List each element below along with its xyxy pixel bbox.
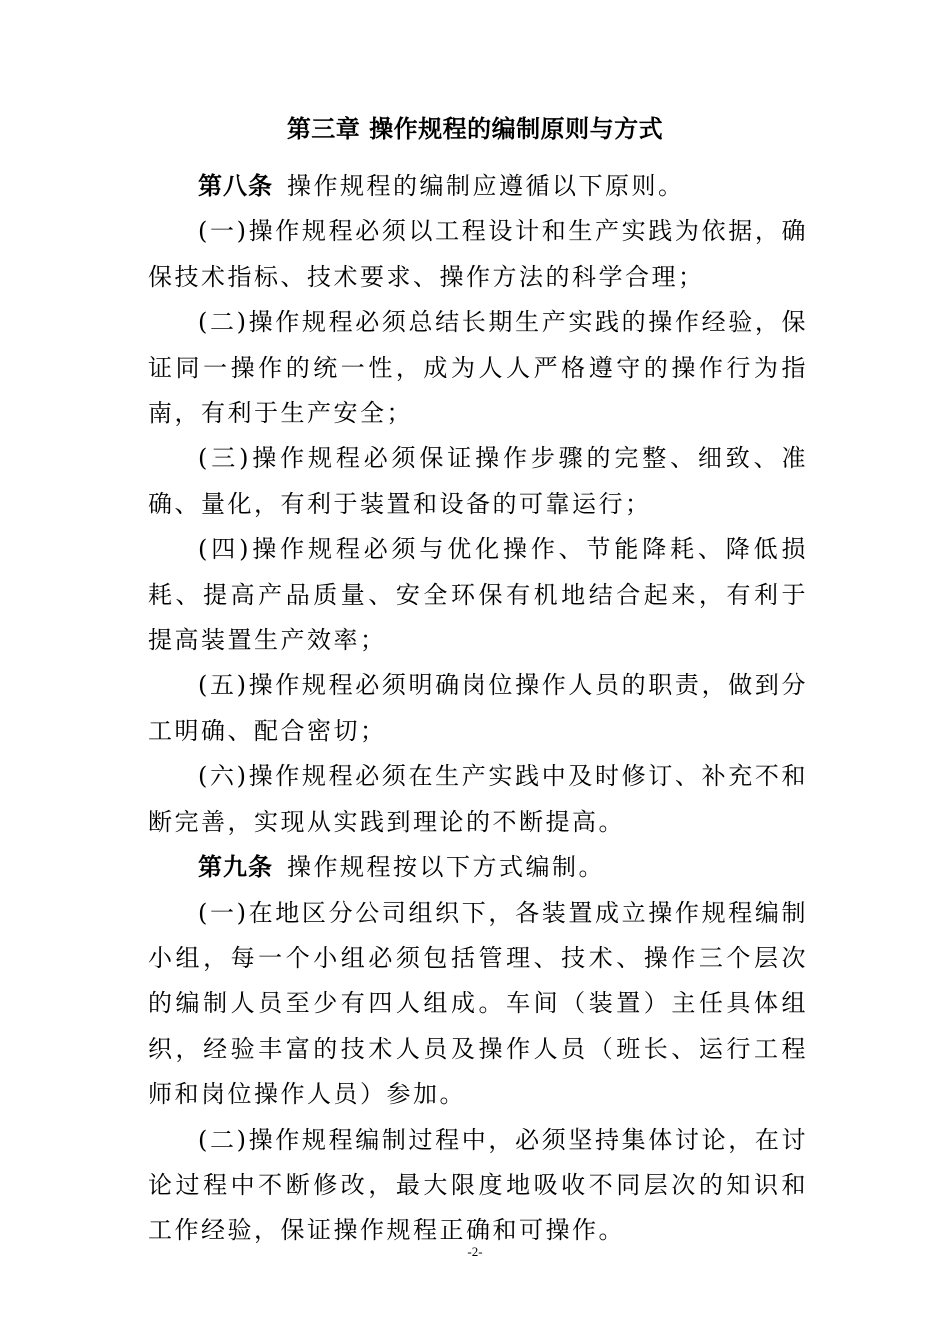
article-9-item-1: (一)在地区分公司组织下，各装置成立操作规程编制小组，每一个小组必须包括管理、技术、操作三个层次的编制人员至少有四人组成。车间（装置）主任具体组织，经验丰富的技术人员及操作人员（班长、运行工程师和岗位操作人员）参加。 <box>148 898 808 1109</box>
article-9-item-2: (二)操作规程编制过程中，必须坚持集体讨论，在讨论过程中不断修改，最大限度地吸收不同层次的知识和工作经验，保证操作规程正确和可操作。 <box>148 1125 808 1245</box>
document-body <box>148 164 808 1254</box>
article-8-intro-text: 操作规程的编制应遵循以下原则。 <box>287 172 685 200</box>
page-number: -2- <box>467 1244 483 1259</box>
article-8-heading: 第八条 <box>198 172 273 200</box>
article-9-intro-text: 操作规程按以下方式编制。 <box>287 853 605 882</box>
article-9-heading: 第九条 <box>198 853 273 882</box>
article-9-intro <box>148 845 808 890</box>
article-8-item-3: (三)操作规程必须保证操作步骤的完整、细致、准确、量化，有利于装置和设备的可靠运行； <box>148 444 808 518</box>
article-8-intro <box>148 164 808 209</box>
article-8-item-6: (六)操作规程必须在生产实践中及时修订、补充不和断完善，实现从实践到理论的不断提高。 <box>148 762 808 836</box>
article-8-item-2: (二)操作规程必须总结长期生产实践的操作经验，保证同一操作的统一性，成为人人严格遵守的操作行为指南，有利于生产安全； <box>148 308 808 428</box>
article-8-item-4: (四)操作规程必须与优化操作、节能降耗、降低损耗、提高产品质量、安全环保有机地结合起来，有利于提高装置生产效率； <box>148 535 808 655</box>
chapter-title: 第三章 操作规程的编制原则与方式 <box>286 115 664 143</box>
article-8-item-1: (一)操作规程必须以工程设计和生产实践为依据，确保技术指标、技术要求、操作方法的科学合理； <box>148 217 808 291</box>
article-8-item-5: (五)操作规程必须明确岗位操作人员的职责，做到分工明确、配合密切； <box>148 671 808 745</box>
